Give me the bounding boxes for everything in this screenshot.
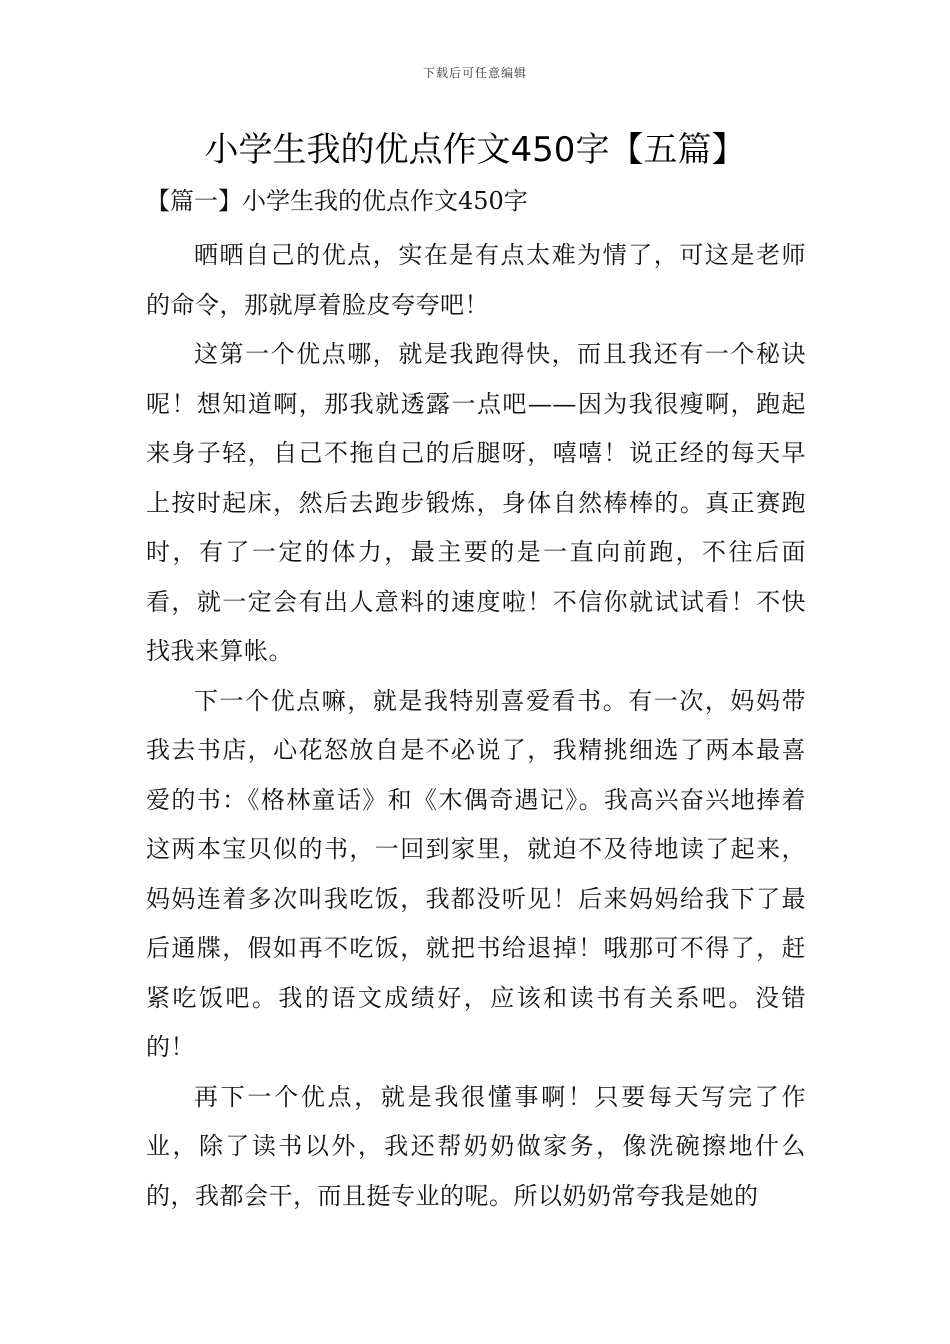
paragraph: 这第一个优点哪，就是我跑得快，而且我还有一个秘诀呢！想知道啊，那我就透露一点吧——因为我很瘦啊，跑起来身子轻，自己不拖自己的后腿呀，嘻嘻！说正经的每天早上按时起床，然后去跑步锻炼，身体自然棒棒的。真正赛跑时，有了一定的体力，最主要的是一直向前跑，不往后面看，就一定会有出人意料的速度啦！不信你就试试看！不快找我来算帐。 — [146, 340, 806, 665]
paragraph: 晒晒自己的优点，实在是有点太难为情了，可这是老师的命令，那就厚着脸皮夸夸吧！ — [146, 241, 806, 319]
paragraph: 再下一个优点，就是我很懂事啊！只要每天写完了作业，除了读书以外，我还帮奶奶做家务，像洗碗擦地什么的，我都会干，而且挺专业的呢。所以奶奶常夸我是她的 — [146, 1082, 806, 1210]
header-note: 下载后可任意编辑 — [422, 66, 527, 80]
paragraph: 下一个优点嘛，就是我特别喜爱看书。有一次，妈妈带我去书店，心花怒放自是不必说了，我精挑细选了两本最喜爱的书：《格林童话》和《木偶奇遇记》。我高兴奋兴地捧着这两本宝贝似的书，一回到家里，就迫不及待地读了起来，妈妈连着多次叫我吃饭，我都没听见！后来妈妈给我下了最后通牒，假如再不吃饭，就把书给退掉！哦那可不得了，赶紧吃饭吧。我的语文成绩好，应该和读书有关系吧。没错的！ — [146, 686, 806, 1061]
document-title: 小学生我的优点作文450字【五篇】 — [204, 130, 746, 170]
section-heading: 【篇一】小学生我的优点作文450字 — [146, 187, 528, 215]
document-body — [146, 181, 806, 1221]
